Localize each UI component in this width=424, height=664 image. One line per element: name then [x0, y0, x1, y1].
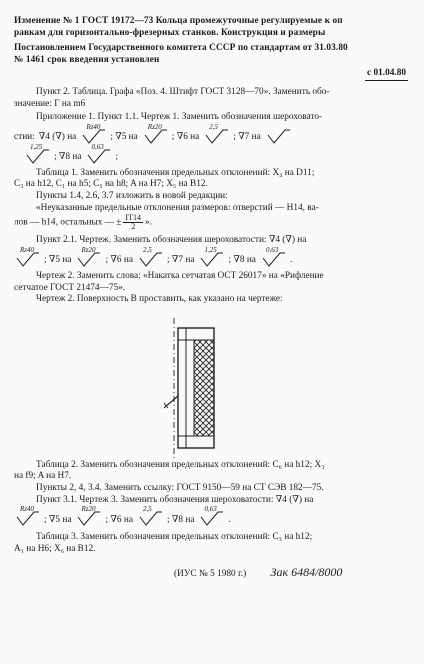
roughness-mark: Rz20: [75, 506, 101, 526]
roughness-mark: 1,25: [198, 247, 224, 267]
source-ref: (ИУС № 5 1980 г.): [174, 569, 247, 580]
roughness-mark: 1,25: [24, 144, 50, 164]
roughness-mark: Rz40: [14, 506, 40, 526]
roughness-mark: Rz40: [14, 247, 40, 267]
para-9b: на f9; A на H7.: [14, 471, 72, 482]
roughness-mark: 2,5: [137, 506, 163, 526]
heading-line-3: Постановлением Государственного комитета СССР по стандартам от 31.03.80: [14, 43, 348, 54]
para-3b: C₃ на h12, C₁ на h5; C₅ на h8; A на H7; X₅ на B12.: [14, 179, 208, 190]
roughness-row-4: Rz40 ; ∇5 на Rz20 ; ∇6 на 2,5 ; ∇8 на 0,63 .: [14, 506, 412, 526]
heading-line-2: равкам для горизонтально-фрезерных станков. Конструкция и размеры: [14, 27, 326, 38]
para-1b: значение: Г на m6: [14, 98, 86, 109]
para-9a: Таблица 2. Заменить обозначения предельных отклонений: C₆ на h12; X₃: [36, 459, 325, 470]
para-5a: «Неуказанные предельные отклонения размеров: отверстий — H14, ва-: [36, 202, 319, 213]
drawing-figure: [164, 318, 364, 458]
roughness-mark: Rz20: [75, 247, 101, 267]
para-1a: Пункт 2. Таблица. Графа «Поз. 4. Штифт ГОСТ 3128—70». Заменить обо-: [36, 87, 330, 98]
para-7a: Чертеж 2. Заменить слова: «Накатка сетчатая ОСТ 26017» на «Рифление: [36, 270, 324, 281]
para-6: Пункт 2.1. Чертеж. Заменить обозначения шероховатости: ∇4 (∇) на: [36, 235, 307, 246]
heading-line-4: № 1461 срок введения установлен: [14, 54, 160, 65]
para-4: Пункты 1.4, 2.6, 3.7 изложить в новой редакции:: [36, 191, 228, 202]
para-8: Чертеж 2. Поверхность В проставить, как указано на чертеже:: [36, 294, 283, 305]
para-12b: A₁ на H6; X₆ на B12.: [14, 543, 96, 554]
roughness-mark: 0,63: [260, 247, 286, 267]
roughness-row-1: стии: ∇4 (∇) на Rz40 ; ∇5 на Rz20 ; ∇6 на 2,5 ; ∇7 на: [14, 124, 412, 144]
para-11: Пункт 3.1. Чертеж 3. Заменить обозначения шероховатости: ∇4 (∇) на: [36, 494, 314, 505]
effective-date: с 01.04.80: [365, 68, 408, 81]
para-7b: сетчатое ГОСТ 21474—75».: [14, 282, 126, 293]
knurling-drawing: [164, 318, 364, 458]
para-5b: лов — h14, остальных — ± $\frac{IT14}{2}$ ».: [14, 214, 152, 232]
roughness-mark: 0,63: [85, 144, 111, 164]
roughness-mark: 2,5: [203, 124, 229, 144]
roughness-mark: 0,63: [198, 506, 224, 526]
roughness-row-2: 1,25 ; ∇8 на 0,63 ;: [24, 144, 412, 164]
roughness-mark: Rz20: [142, 124, 168, 144]
roughness-mark: 2,5: [137, 247, 163, 267]
para-12a: Таблица 3. Заменить обозначения предельных отклонений: C₃ на h12;: [36, 532, 313, 543]
para-3a: Таблица 1. Заменить обозначения предельных отклонений: Х₄ на D11;: [36, 167, 315, 178]
para-2: Приложение 1. Пункт 1.1. Чертеж 1. Заменить обозначения шероховато-: [36, 112, 323, 123]
roughness-mark: [265, 124, 291, 144]
handwritten-order-number: Зак 6484/8000: [270, 565, 343, 580]
source-line: [174, 565, 412, 581]
roughness-symbol: [265, 124, 291, 144]
tolerance-fraction: $\frac{IT14}{2}$: [125, 214, 141, 232]
roughness-row-3: Rz40 ; ∇5 на Rz20 ; ∇6 на 2,5 ; ∇7 на 1,25 ; ∇8 на 0,63 .: [14, 247, 412, 267]
roughness-mark: Rz40: [80, 124, 106, 144]
para-10: Пункты 2, 4, 3.4. Заменить ссылку: ГОСТ 9150—59 на СТ СЭВ 182—75.: [36, 482, 324, 493]
heading-line-1: Изменение № 1 ГОСТ 19172—73 Кольца промежуточные регулируемые к оп: [14, 16, 343, 26]
